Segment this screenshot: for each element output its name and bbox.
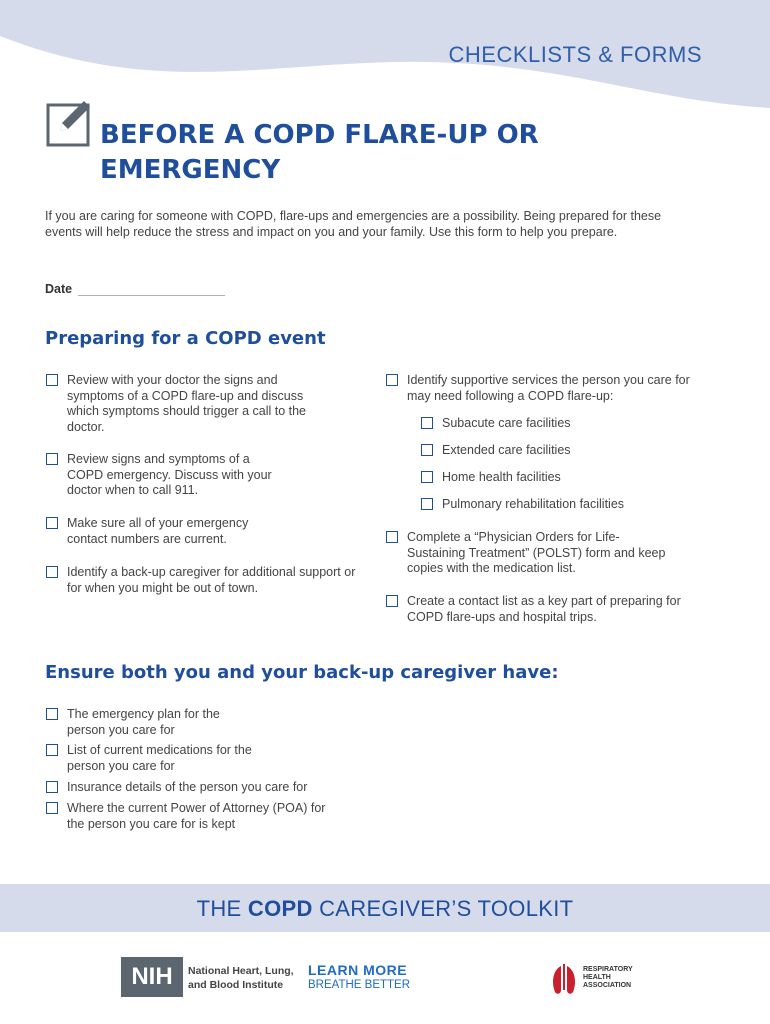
date-row <box>45 282 225 296</box>
checklist-item: Make sure all of your emergency contact numbers are current. <box>67 516 249 546</box>
nih-logo: NIH <box>121 957 183 997</box>
footer-title-post: CAREGIVER’S TOOLKIT <box>312 896 574 921</box>
breathe-better-logo: BREATHE BETTER <box>308 979 411 991</box>
checkbox[interactable] <box>46 374 58 386</box>
rha-line-1: RESPIRATORY <box>583 966 633 973</box>
checklist-item: Complete a “Physician Orders for Life-Sustaining Treatment” (POLST) form and keep copies with the medication list. <box>407 530 666 575</box>
checklist-item: Identify a back-up caregiver for additional support or for when you might be out of town. <box>67 565 356 595</box>
checkbox[interactable] <box>386 531 398 543</box>
checklist-subitem: Home health facilities <box>442 470 561 484</box>
checklist-subitem: Pulmonary rehabilitation facilities <box>442 497 625 511</box>
checklist-item: Review with your doctor the signs and symptoms of a COPD flare-up and discuss which symptoms should trigger a call to the doctor. <box>67 373 306 434</box>
rha-line-2: HEALTH <box>583 974 611 981</box>
checklist-subitem: Extended care facilities <box>442 443 571 457</box>
footer-title <box>0 896 770 922</box>
checkbox[interactable] <box>46 566 58 578</box>
checklist-item: Insurance details of the person you care for <box>67 780 308 794</box>
checkbox[interactable] <box>421 471 433 483</box>
checkbox[interactable] <box>46 517 58 529</box>
nih-line-1: National Heart, Lung, <box>188 965 294 977</box>
checkbox[interactable] <box>421 417 433 429</box>
checklist-pencil-icon <box>46 97 94 147</box>
checklist-subitem: Subacute care facilities <box>442 416 571 430</box>
checkbox[interactable] <box>421 444 433 456</box>
date-field[interactable] <box>78 284 225 296</box>
nih-line-2: and Blood Institute <box>188 979 284 991</box>
rha-line-3: ASSOCIATION <box>583 982 632 989</box>
checkbox[interactable] <box>386 374 398 386</box>
section-heading-preparing: Preparing for a COPD event <box>45 328 326 349</box>
checklist-item: Review signs and symptoms of a COPD emergency. Discuss with your doctor when to call 911. <box>67 452 272 497</box>
footer-title-bold: COPD <box>247 896 313 921</box>
page-title: BEFORE A COPD FLARE-UP OR EMERGENCY <box>100 120 539 185</box>
checkbox[interactable] <box>46 453 58 465</box>
checklist-item: List of current medications for the person you care for <box>67 743 252 773</box>
checkbox[interactable] <box>46 802 58 814</box>
section-heading-ensure: Ensure both you and your back-up caregiver have: <box>45 662 559 683</box>
checkbox[interactable] <box>46 781 58 793</box>
checklist-item: The emergency plan for the person you care for <box>67 707 220 737</box>
nih-institute-name <box>188 964 294 992</box>
checklist-item: Identify supportive services the person you care for may need following a COPD flare-up: <box>407 373 690 403</box>
footer-title-pre: THE <box>196 896 248 921</box>
intro-paragraph: If you are caring for someone with COPD, flare-ups and emergencies are a possibility. Being prepared for these events will help reduce the stress and impact on you and your family. Use this form to help you prepare. <box>45 209 662 239</box>
checkbox[interactable] <box>421 498 433 510</box>
learn-more-logo: LEARN MORE <box>308 962 408 978</box>
lung-logo-icon <box>549 962 579 998</box>
checklist-item: Where the current Power of Attorney (POA) for the person you care for is kept <box>67 801 326 831</box>
checklist-item: Create a contact list as a key part of preparing for COPD flare-ups and hospital trips. <box>407 594 681 624</box>
date-label: Date <box>45 282 73 296</box>
checkbox[interactable] <box>46 708 58 720</box>
section-tag: CHECKLISTS & FORMS <box>448 42 702 67</box>
rha-name <box>583 966 633 990</box>
checkbox[interactable] <box>46 744 58 756</box>
checkbox[interactable] <box>386 595 398 607</box>
